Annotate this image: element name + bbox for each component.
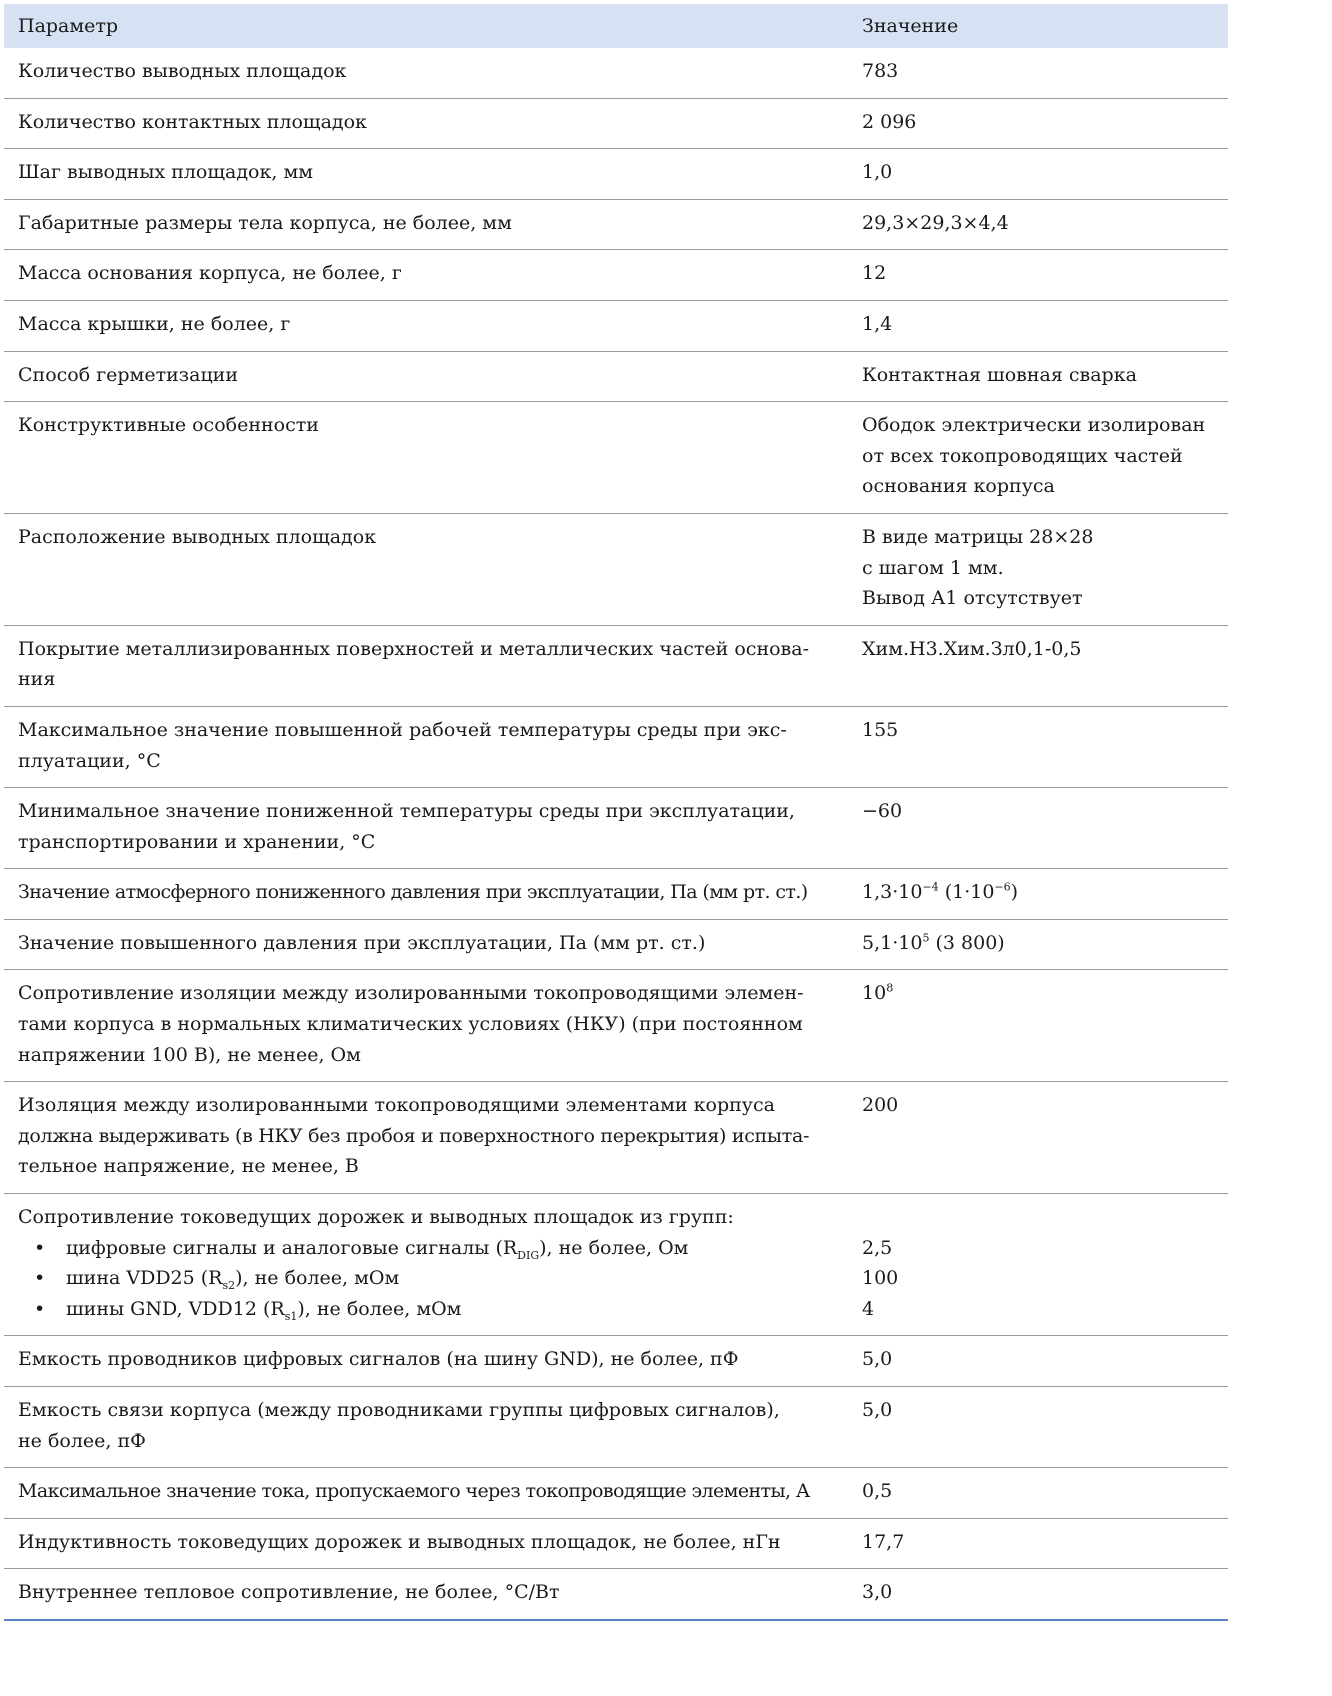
value-cell: Контактная шовная сварка — [848, 351, 1228, 402]
header-param: Параметр — [4, 4, 848, 48]
item-subscript: s1 — [284, 1309, 298, 1323]
param-line: напряжении 100 В), не менее, Ом — [18, 1043, 361, 1066]
param-line: тельное напряжение, не менее, В — [18, 1155, 359, 1178]
header-value: Значение — [848, 4, 1228, 48]
table-row — [4, 402, 1228, 514]
value-cell: Хим.Н3.Хим.Зл0,1-0,5 — [848, 625, 1228, 706]
table-row — [4, 1518, 1228, 1569]
param-cell: Масса основания корпуса, не более, г — [4, 250, 848, 301]
bullet-icon: • — [34, 1236, 46, 1259]
table-row — [4, 351, 1228, 402]
param-line: Емкость связи корпуса (между проводниками группы цифровых сигналов), — [18, 1399, 780, 1421]
table-row — [4, 513, 1228, 625]
table-row — [4, 149, 1228, 200]
value-cell: 1,4 — [848, 300, 1228, 351]
value-line: 100 — [862, 1267, 899, 1290]
value-cell: 12 — [848, 250, 1228, 301]
table-row — [4, 48, 1228, 98]
param-cell — [4, 625, 848, 706]
item-text: шина VDD25 (R — [66, 1267, 223, 1290]
value-line: основания корпуса — [862, 475, 1055, 498]
param-cell: Шаг выводных площадок, мм — [4, 149, 848, 200]
value-part: 5,1·10 — [862, 931, 923, 954]
table-row — [4, 1468, 1228, 1519]
value-part: ) — [1010, 881, 1019, 904]
value-cell — [848, 513, 1228, 625]
table-row — [4, 625, 1228, 706]
value-cell — [848, 919, 1228, 970]
value-part: 10 — [862, 982, 887, 1005]
item-subscript: s2 — [222, 1279, 236, 1293]
param-line: тами корпуса в нормальных климатических условиях (НКУ) (при постоянном — [18, 1013, 803, 1036]
table-row — [4, 98, 1228, 149]
param-cell — [4, 1387, 848, 1468]
value-cell: 1,0 — [848, 149, 1228, 200]
value-line: Ободок электрически изолирован — [862, 414, 1206, 437]
table-row — [4, 1082, 1228, 1194]
value-cell — [848, 402, 1228, 514]
table-row — [4, 869, 1228, 920]
table-row — [4, 919, 1228, 970]
param-cell: Габаритные размеры тела корпуса, не более, мм — [4, 199, 848, 250]
item-text: ), не более, Ом — [539, 1236, 689, 1259]
value-line — [862, 1202, 1214, 1233]
param-cell: Максимальное значение тока, пропускаемого через токопроводящие элементы, А — [4, 1468, 848, 1519]
list-item — [18, 1294, 834, 1325]
param-line: Сопротивление токоведущих дорожек и выводных площадок из групп: — [18, 1206, 734, 1229]
param-line: Покрытие металлизированных поверхностей и металлических частей основа- — [18, 637, 809, 660]
param-cell: Расположение выводных площадок — [4, 513, 848, 625]
param-cell — [4, 1082, 848, 1194]
param-cell: Количество выводных площадок — [4, 48, 848, 98]
value-exponent: 8 — [886, 982, 894, 996]
value-cell — [848, 970, 1228, 1082]
value-cell: 155 — [848, 706, 1228, 787]
table-row — [4, 1194, 1228, 1336]
value-cell — [848, 869, 1228, 920]
value-cell: 29,3×29,3×4,4 — [848, 199, 1228, 250]
list-item — [18, 1263, 834, 1294]
value-line: 2,5 — [862, 1236, 893, 1259]
param-line: Максимальное значение повышенной рабочей температуры среды при экс- — [18, 718, 787, 741]
item-text: ), не более, мОм — [297, 1297, 462, 1320]
param-cell: Способ герметизации — [4, 351, 848, 402]
param-cell: Количество контактных площадок — [4, 98, 848, 149]
list-item — [18, 1233, 834, 1264]
param-cell: Значение атмосферного пониженного давления при эксплуатации, Па (мм рт. ст.) — [4, 869, 848, 920]
param-cell — [4, 970, 848, 1082]
value-cell: 5,0 — [848, 1336, 1228, 1387]
table-row — [4, 300, 1228, 351]
item-text: шины GND, VDD12 (R — [66, 1297, 285, 1320]
value-cell: 3,0 — [848, 1569, 1228, 1620]
bullet-icon: • — [34, 1297, 46, 1320]
param-cell — [4, 706, 848, 787]
value-exponent: −6 — [994, 880, 1011, 894]
value-cell: −60 — [848, 788, 1228, 869]
param-cell: Масса крышки, не более, г — [4, 300, 848, 351]
param-line: транспортировании и хранении, °С — [18, 830, 376, 853]
value-line: Вывод А1 отсутствует — [862, 587, 1083, 610]
value-exponent: −4 — [922, 880, 939, 894]
param-cell — [4, 1194, 848, 1336]
value-line: с шагом 1 мм. — [862, 556, 1004, 579]
param-line: плуатации, °С — [18, 749, 161, 772]
value-part: 1,3·10 — [862, 881, 923, 904]
value-part: (1·10 — [938, 881, 995, 904]
param-cell: Индуктивность токоведущих дорожек и выводных площадок, не более, нГн — [4, 1518, 848, 1569]
value-part: (3 800) — [929, 931, 1005, 954]
table-row — [4, 706, 1228, 787]
param-line: Минимальное значение пониженной температуры среды при эксплуатации, — [18, 800, 795, 823]
item-subscript: DIG — [517, 1248, 540, 1262]
spec-table — [4, 4, 1228, 1621]
table-row — [4, 199, 1228, 250]
value-cell: 17,7 — [848, 1518, 1228, 1569]
value-line: В виде матрицы 28×28 — [862, 525, 1094, 548]
item-text: ), не более, мОм — [235, 1267, 400, 1290]
param-line: Сопротивление изоляции между изолированными токопроводящими элемен- — [18, 982, 804, 1005]
value-cell: 0,5 — [848, 1468, 1228, 1519]
param-cell: Емкость проводников цифровых сигналов (на шину GND), не более, пФ — [4, 1336, 848, 1387]
bullet-icon: • — [34, 1267, 46, 1290]
value-cell — [848, 1194, 1228, 1336]
value-cell: 2 096 — [848, 98, 1228, 149]
param-cell: Внутреннее тепловое сопротивление, не более, °С/Вт — [4, 1569, 848, 1620]
param-line: ния — [18, 668, 56, 691]
param-cell: Значение повышенного давления при эксплуатации, Па (мм рт. ст.) — [4, 919, 848, 970]
value-cell: 783 — [848, 48, 1228, 98]
table-row — [4, 1387, 1228, 1468]
param-line: должна выдерживать (в НКУ без пробоя и поверхностного перекрытия) испыта- — [18, 1124, 810, 1147]
value-cell: 5,0 — [848, 1387, 1228, 1468]
value-line: от всех токопроводящих частей — [862, 444, 1183, 467]
item-text: цифровые сигналы и аналоговые сигналы (R — [66, 1236, 518, 1259]
value-line: 4 — [862, 1297, 875, 1320]
param-cell: Конструктивные особенности — [4, 402, 848, 514]
value-exponent: 5 — [922, 931, 930, 945]
table-row — [4, 788, 1228, 869]
table-row — [4, 250, 1228, 301]
table-header-row — [4, 4, 1228, 48]
table-row — [4, 970, 1228, 1082]
param-line: Изоляция между изолированными токопроводящими элементами корпуса — [18, 1094, 775, 1117]
param-cell — [4, 788, 848, 869]
param-line: не более, пФ — [18, 1429, 146, 1452]
table-row — [4, 1336, 1228, 1387]
table-row — [4, 1569, 1228, 1620]
value-cell: 200 — [848, 1082, 1228, 1194]
